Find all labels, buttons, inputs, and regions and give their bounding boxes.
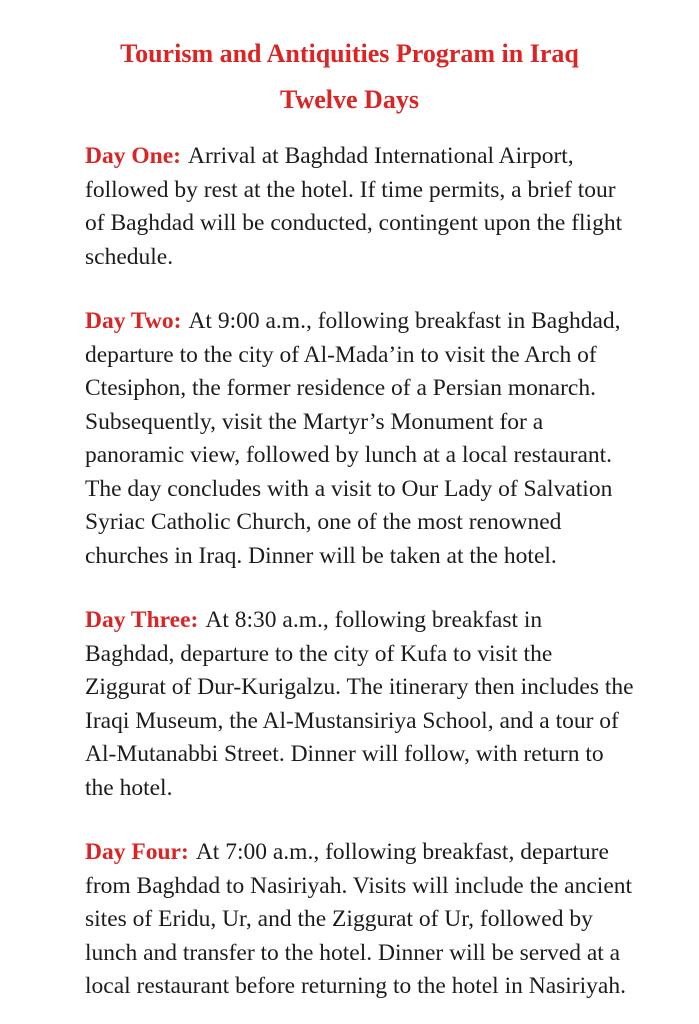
day-four-text: At 7:00 a.m., following breakfast, departure from Baghdad to Nasiriyah. Visits will include the ancient sites of Eridu, Ur, and the Ziggurat of Ur, followed by lunch and transfer to the hotel. Dinner will be served at a local restaurant before returning to the hotel in Nasiriyah. xyxy=(85,839,633,999)
day-four-label: Day Four: xyxy=(85,839,189,865)
day-three-label: Day Three: xyxy=(85,607,199,633)
itinerary-body xyxy=(0,140,699,1004)
day-two-label: Day Two: xyxy=(85,308,182,334)
document-header xyxy=(0,0,699,115)
day-one-label: Day One: xyxy=(85,143,181,169)
day-two-paragraph xyxy=(85,305,637,573)
day-three-text: At 8:30 a.m., following breakfast in Baghdad, departure to the city of Kufa to visit the Ziggurat of Dur-Kurigalzu. The itinerary then includes the Iraqi Museum, the Al-Mustansiriya School, and a tour of Al-Mutanabbi Street. Dinner will follow, with return to the hotel. xyxy=(85,607,634,801)
day-three-paragraph xyxy=(85,604,637,805)
day-four-paragraph xyxy=(85,836,637,1004)
day-one-text: Arrival at Baghdad International Airport, followed by rest at the hotel. If time permits, a brief tour of Baghdad will be conducted, contingent upon the flight schedule. xyxy=(85,143,623,270)
page-title: Tourism and Antiquities Program in Iraq xyxy=(120,39,579,68)
day-two-text: At 9:00 a.m., following breakfast in Baghdad, departure to the city of Al-Mada’in to visit the Arch of Ctesiphon, the former residence of a Persian monarch. Subsequently, visit the Martyr’s Monument for a panoramic view, followed by lunch at a local restaurant. The day concludes with a visit to Our Lady of Salvation Syriac Catholic Church, one of the most renowned churches in Iraq. Dinner will be taken at the hotel. xyxy=(85,308,621,569)
day-one-paragraph xyxy=(85,140,637,274)
page-subtitle: Twelve Days xyxy=(280,85,419,114)
